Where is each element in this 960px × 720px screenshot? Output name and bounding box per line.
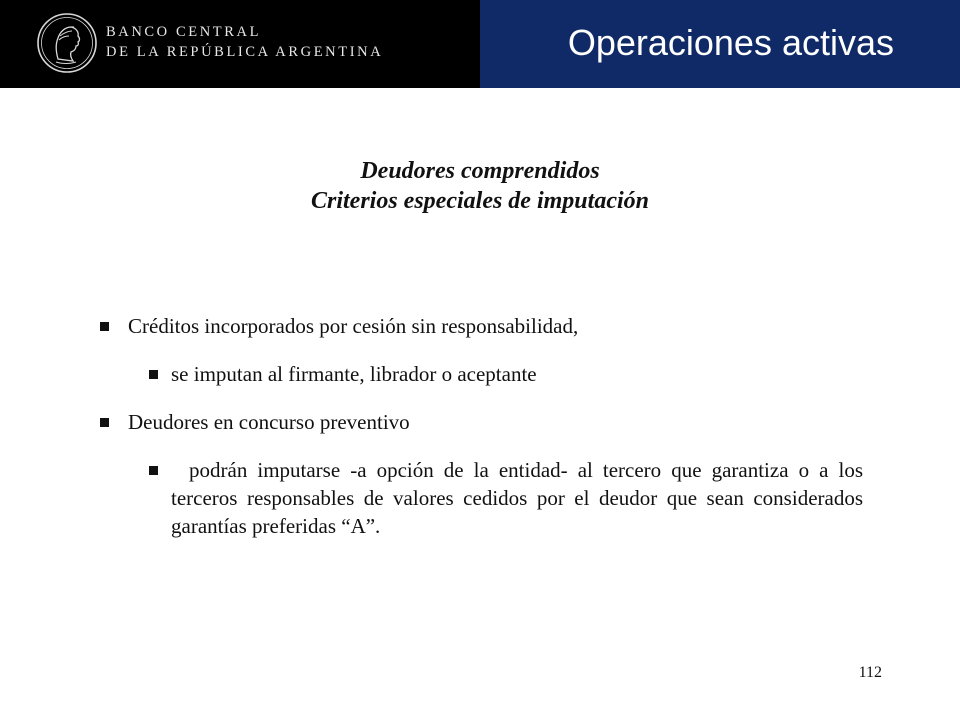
heading-line2: Criterios especiales de imputación: [311, 188, 649, 214]
square-bullet-icon: [149, 466, 158, 475]
page-number: 112: [858, 664, 882, 681]
bullet-text: podrán imputarse -a opción de la entidad- al tercero que garantiza o a los terceros responsables de valores cedidos por el deudor que sean considerados garantías preferidas “A”.: [171, 458, 863, 538]
bank-name-line2: DE LA REPÚBLICA ARGENTINA: [106, 44, 384, 60]
square-bullet-icon: [149, 370, 158, 379]
slide-heading: [0, 156, 960, 216]
square-bullet-icon: [100, 322, 109, 331]
bank-seal-icon: [36, 12, 98, 74]
bank-name-line1: BANCO CENTRAL: [106, 24, 262, 40]
heading-line1: Deudores comprendidos: [360, 158, 600, 184]
sub-bullet-item: [171, 456, 863, 540]
bullet-text: Deudores en concurso preventivo: [128, 410, 410, 434]
square-bullet-icon: [100, 418, 109, 427]
bank-name: [106, 22, 383, 62]
section-title: Operaciones activas: [567, 22, 894, 63]
bullet-text: se imputan al firmante, librador o aceptante: [171, 362, 537, 386]
bullet-item: [128, 408, 410, 436]
bullet-text: Créditos incorporados por cesión sin responsabilidad,: [128, 314, 579, 338]
bullet-item: [128, 312, 578, 340]
header-bar: [0, 0, 960, 88]
logo-area: [0, 0, 480, 88]
title-area: [480, 0, 960, 88]
sub-bullet-item: [171, 360, 537, 388]
